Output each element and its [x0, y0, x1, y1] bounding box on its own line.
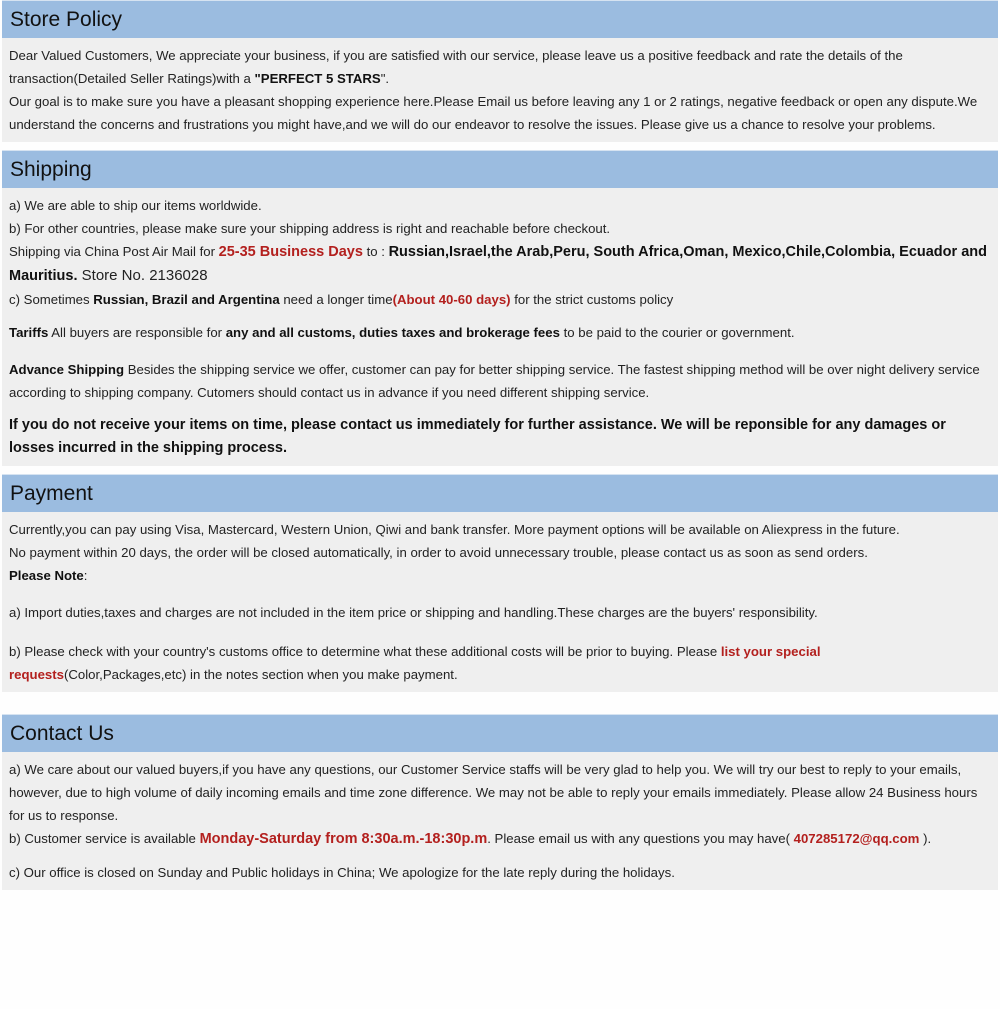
shipping-notice-text: If you do not receive your items on time, please contact us immediately for further assistance. We will be reponsible for any damages or losses incurred in the shipping process. — [9, 417, 946, 456]
tariffs-label: Tariffs — [9, 325, 49, 340]
shipping-c-days-highlight: (About 40-60 days) — [392, 292, 511, 307]
store-policy-paragraph-1 — [9, 44, 990, 90]
contact-section — [2, 714, 998, 890]
contact-item-a: a) We care about our valued buyers,if you have any questions, our Customer Service staffs will be very glad to help you. We will try our best to reply to your emails, however, due to high volume of daily incoming emails and time zone difference. We may not be able to reply your emails immediately. Please allow 24 Business hours for us to response. — [9, 762, 978, 823]
shipping-days-highlight: 25-35 Business Days — [218, 244, 363, 260]
shipping-item-a: a) We are able to ship our items worldwide. — [9, 198, 262, 213]
shipping-via-paragraph — [9, 240, 990, 288]
payment-note-b-text: b) Please check with your country's customs office to determine what these additional costs will be prior to buying. Please — [9, 644, 721, 659]
store-policy-body — [2, 38, 998, 142]
shipping-via-text: Shipping via China Post Air Mail for — [9, 244, 219, 259]
advance-shipping-label: Advance Shipping — [9, 362, 125, 377]
advance-shipping-text: Besides the shipping service we offer, customer can pay for better shipping service. The fastest shipping method will be over night delivery service according to shipping company. Cutomers should contact us in advance if you need different shipping service. — [9, 362, 980, 400]
please-note-colon: : — [83, 568, 88, 583]
contact-b-text: b) Customer service is available — [9, 831, 200, 846]
payment-paragraph-2: No payment within 20 days, the order will be closed automatically, in order to avoid unnecessary trouble, please contact us as soon as send orders. — [9, 545, 868, 560]
contact-b-end: ). — [919, 831, 932, 846]
please-note-label: Please Note — [9, 568, 84, 583]
contact-email[interactable]: 407285172@qq.com — [793, 831, 920, 846]
shipping-countries: Russian,Israel,the Arab,Peru, South Africa,Oman, Mexico,Chile,Colombia, Ecuador and Mauritius. — [9, 244, 987, 284]
store-number: 2136028 — [149, 267, 208, 284]
advance-shipping-paragraph — [9, 358, 990, 404]
payment-body — [2, 512, 998, 692]
section-divider — [2, 466, 998, 474]
contact-body — [2, 752, 998, 890]
store-policy-section — [2, 0, 998, 142]
tariffs-text: All buyers are responsible for — [48, 325, 226, 340]
payment-note-a: a) Import duties,taxes and charges are not included in the item price or shipping and handling.These charges are the buyers' responsibility. — [9, 605, 818, 620]
shipping-section — [2, 150, 998, 466]
shipping-c-countries: Russian, Brazil and Argentina — [93, 292, 280, 307]
shipping-c-mid: need a longer time — [279, 292, 393, 307]
store-policy-text: Dear Valued Customers, We appreciate your business, if you are satisfied with our service, please leave us a positive feedback and rate the details of the transaction(Detailed Seller Ratings)with a — [9, 48, 903, 86]
store-policy-text-end: ". — [380, 71, 390, 86]
store-policy-heading: Store Policy — [2, 0, 998, 38]
section-divider — [2, 692, 998, 714]
payment-note-b-end: (Color,Packages,etc) in the notes section when you make payment. — [63, 667, 458, 682]
store-policy-paragraph-2: Our goal is to make sure you have a pleasant shopping experience here.Please Email us before leaving any 1 or 2 ratings, negative feedback or open any dispute.We understand the concerns and frustrations you might have,and we will do our endeavor to resolve the issues. Please give us a chance to resolve your problems. — [9, 94, 978, 132]
payment-note-b — [9, 640, 990, 686]
shipping-notice — [9, 414, 990, 460]
store-number-label: Store No. — [77, 267, 150, 284]
store-info-page — [2, 0, 998, 890]
shipping-body — [2, 188, 998, 466]
service-hours-highlight: Monday-Saturday from 8:30a.m.-18:30p.m — [199, 831, 488, 847]
shipping-heading: Shipping — [2, 150, 998, 188]
contact-item-b — [9, 827, 990, 851]
shipping-to-text: to : — [362, 244, 389, 259]
tariffs-paragraph — [9, 321, 990, 344]
tariffs-text-end: to be paid to the courier or government. — [559, 325, 795, 340]
contact-item-c: c) Our office is closed on Sunday and Public holidays in China; We apologize for the late reply during the holidays. — [9, 865, 675, 880]
perfect-5-stars-text: "PERFECT 5 STARS — [254, 71, 381, 86]
shipping-c-text: c) Sometimes — [9, 292, 94, 307]
payment-section — [2, 474, 998, 692]
tariffs-fees: any and all customs, duties taxes and brokerage fees — [225, 325, 560, 340]
shipping-item-b: b) For other countries, please make sure your shipping address is right and reachable before checkout. — [9, 221, 611, 236]
shipping-c-end: for the strict customs policy — [510, 292, 674, 307]
shipping-item-c — [9, 288, 990, 311]
please-note-line — [9, 564, 990, 587]
contact-heading: Contact Us — [2, 714, 998, 752]
contact-b-mid: . Please email us with any questions you may have( — [487, 831, 794, 846]
payment-paragraph-1: Currently,you can pay using Visa, Mastercard, Western Union, Qiwi and bank transfer. More payment options will be available on Aliexpress in the future. — [9, 522, 900, 537]
special-requests-highlight: list your special requests — [9, 644, 821, 682]
section-divider — [2, 142, 998, 150]
payment-heading: Payment — [2, 474, 998, 512]
